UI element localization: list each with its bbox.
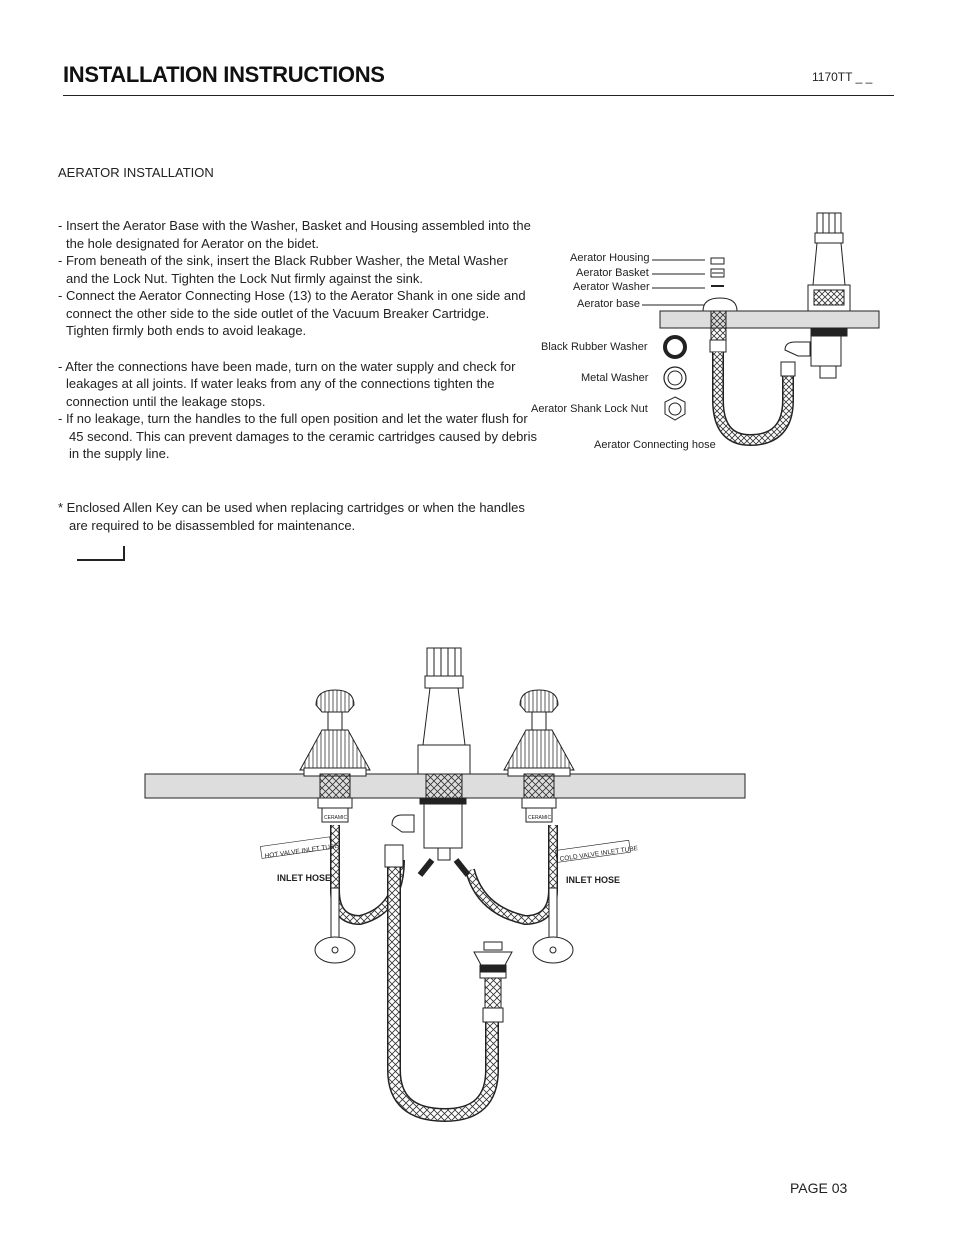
cold-tube-label: COLD VALVE INLET TUBE — [559, 845, 639, 863]
label-aerator-washer: Aerator Washer — [573, 281, 650, 293]
hot-handle-icon — [300, 690, 370, 822]
instruction-line: - After the connections have been made, turn on the water supply and check for — [58, 358, 516, 374]
vacuum-breaker-icon — [808, 213, 850, 378]
label-aerator-housing: Aerator Housing — [570, 252, 650, 264]
instruction-line: connection until the leakage stops. — [66, 393, 266, 409]
cold-handle-icon — [504, 690, 574, 822]
aerator-exploded-diagram — [0, 0, 954, 480]
note-line: * Enclosed Allen Key can be used when replacing cartridges or when the handles — [58, 500, 525, 515]
inlet-hose-right-label: INLET HOSE — [566, 875, 621, 885]
metal-washer-icon — [664, 367, 686, 389]
note-line: are required to be disassembled for maintenance. — [69, 518, 356, 533]
label-black-rubber-washer: Black Rubber Washer — [541, 341, 648, 353]
label-aerator-base: Aerator base — [577, 298, 640, 310]
allen-key-icon — [77, 546, 125, 561]
supply-stop-icon — [315, 888, 573, 963]
label-aerator-basket: Aerator Basket — [576, 267, 649, 279]
faucet-assembly-diagram — [0, 620, 954, 1130]
black-rubber-washer-icon — [665, 337, 685, 357]
cold-cartridge-tag: CERAMIC — [528, 815, 552, 821]
vacuum-breaker-icon — [418, 648, 470, 860]
instruction-line: - From beneath of the sink, insert the Black Rubber Washer, the Metal Washer — [58, 253, 508, 268]
model-number: 1170TT _ _ — [812, 70, 873, 84]
instruction-line: the hole designated for Aerator on the bidet. — [66, 235, 319, 251]
aerator-shank-icon — [474, 942, 512, 1022]
page-title: INSTALLATION INSTRUCTIONS — [63, 62, 385, 87]
page-number: PAGE 03 — [790, 1180, 848, 1196]
label-connecting-hose: Aerator Connecting hose — [594, 439, 716, 451]
instruction-line: leakages at all joints. If water leaks from any of the connections tighten the — [66, 376, 495, 391]
allen-key-note — [58, 499, 538, 535]
instruction-line: connect the other side to the side outlet of the Vacuum Breaker Cartridge. — [66, 305, 490, 321]
instruction-line: - Connect the Aerator Connecting Hose (13) to the Aerator Shank in one side and — [58, 288, 526, 303]
section-title: AERATOR INSTALLATION — [58, 165, 214, 180]
instruction-line: Tighten firmly both ends to avoid leakage. — [66, 323, 307, 338]
instruction-line: and the Lock Nut. Tighten the Lock Nut firmly against the sink. — [66, 270, 423, 286]
sink-deck — [660, 311, 879, 328]
label-metal-washer: Metal Washer — [581, 372, 649, 384]
aerator-parts-icon — [711, 258, 724, 286]
hot-tube-label: HOT VALVE INLET TUBE — [264, 842, 340, 860]
label-lock-nut: Aerator Shank Lock Nut — [531, 403, 648, 415]
instruction-line: - Insert the Aerator Base with the Washer, Basket and Housing assembled into the — [58, 218, 531, 233]
instruction-line: in the supply line. — [69, 446, 170, 461]
instruction-line: 45 second. This can prevent damages to the ceramic cartridges caused by debris — [69, 428, 538, 444]
inlet-hose-left-label: INLET HOSE — [277, 873, 332, 883]
hot-cartridge-tag: CERAMIC — [324, 815, 348, 821]
instruction-line: - If no leakage, turn the handles to the full open position and let the water flush for — [58, 411, 528, 426]
lock-nut-icon — [665, 397, 685, 420]
